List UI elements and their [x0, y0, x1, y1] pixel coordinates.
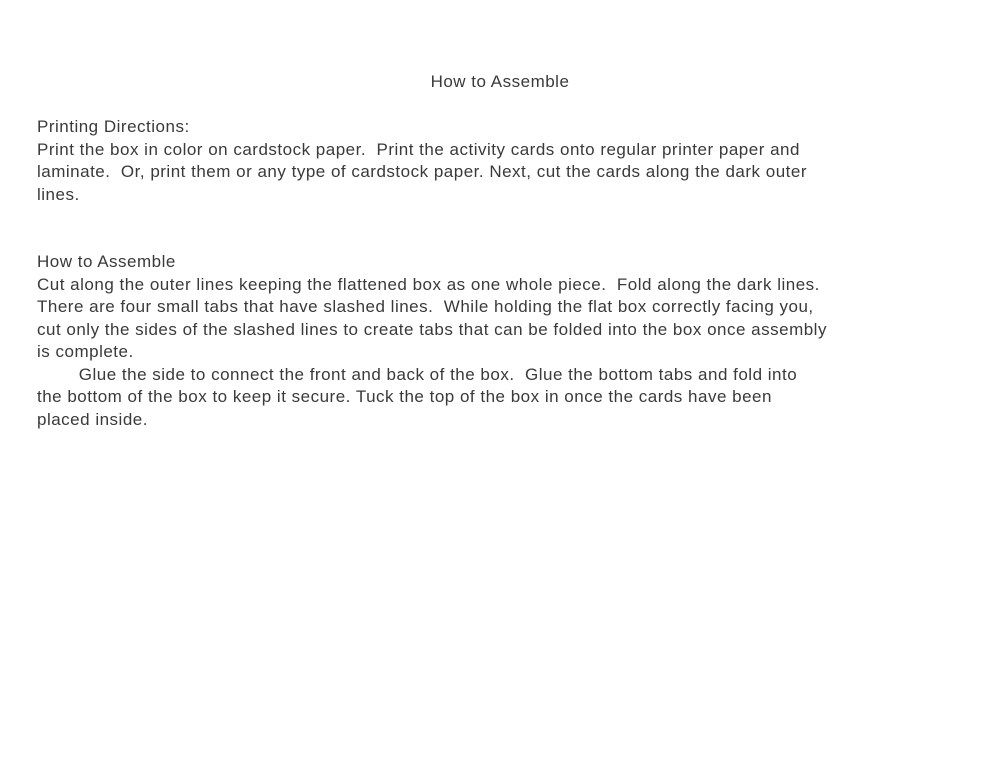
paragraph-line: Cut along the outer lines keeping the flattened box as one whole piece. Fold along the dark lines.	[37, 274, 820, 294]
paragraph-line: cut only the sides of the slashed lines to create tabs that can be folded into the box once assembly	[37, 319, 827, 339]
document-body	[0, 116, 1000, 431]
section-spacer	[37, 206, 970, 251]
paragraph-line: Print the box in color on cardstock paper. Print the activity cards onto regular printer paper and	[37, 139, 800, 159]
paragraph-line: placed inside.	[37, 409, 148, 429]
paragraph-line: laminate. Or, print them or any type of cardstock paper. Next, cut the cards along the dark outer	[37, 162, 807, 181]
paragraph-line: Glue the side to connect the front and back of the box. Glue the bottom tabs and fold into	[37, 364, 798, 384]
section-how-to-assemble	[37, 251, 970, 431]
paragraph-line: There are four small tabs that have slashed lines. While holding the flat box correctly facing you,	[37, 297, 814, 316]
paragraph-line: lines.	[37, 184, 80, 204]
paragraph-line: is complete.	[37, 342, 134, 361]
section-heading: Printing Directions:	[37, 117, 190, 136]
section-heading: How to Assemble	[37, 252, 176, 271]
paragraph-line: the bottom of the box to keep it secure. Tuck the top of the box in once the cards have been	[37, 387, 772, 406]
page-title: How to Assemble	[430, 72, 570, 91]
section-printing-directions	[37, 116, 970, 206]
